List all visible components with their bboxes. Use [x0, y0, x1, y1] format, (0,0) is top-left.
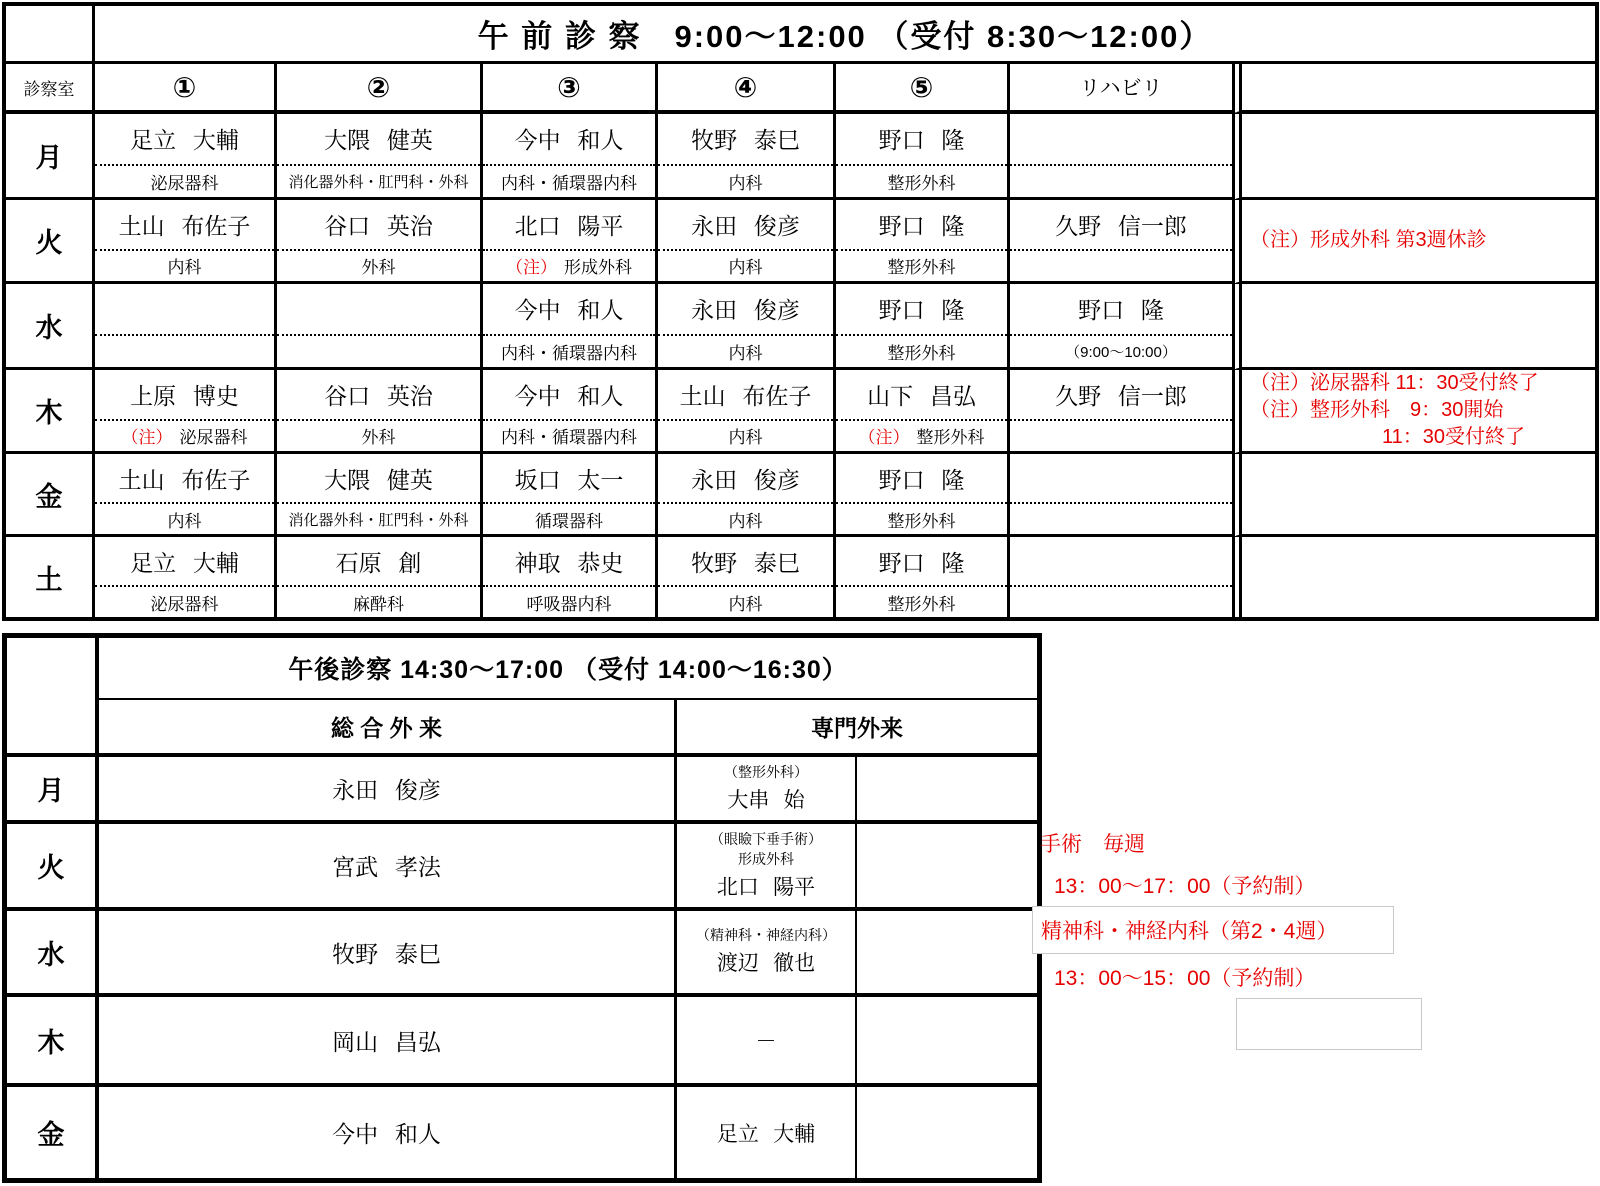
- department-line: [95, 251, 274, 281]
- room-column-label: 診察室: [6, 64, 95, 114]
- department-line: [1010, 251, 1232, 281]
- blank-cell: [857, 911, 1037, 997]
- day-label: 土: [6, 537, 95, 617]
- doctor-name: [277, 284, 480, 336]
- morning-column-header-5: ⑤: [836, 64, 1010, 114]
- schedule-cell: [836, 370, 1010, 454]
- doctor-name: 石原 創: [277, 537, 480, 587]
- note-mark: （注）: [121, 428, 173, 448]
- schedule-cell: [658, 200, 836, 284]
- department-text: 整形外科: [916, 428, 985, 448]
- schedule-cell: [1010, 537, 1232, 617]
- department-text: 泌尿器科: [179, 428, 248, 448]
- schedule-cell: [483, 537, 658, 617]
- note-mark: （注）: [506, 258, 557, 278]
- specialty-tag: 形成外科: [738, 850, 794, 867]
- surgery-note-line-2: 13：00～17：00（予約制）: [1054, 875, 1316, 898]
- department-text: 内科・循環器内科: [501, 343, 637, 363]
- doctor-name: 岡山 昌弘: [332, 1028, 441, 1055]
- department-text: 消化器外科・肛門科・外科: [288, 173, 469, 191]
- doctor-name: 宮武 孝法: [332, 854, 441, 880]
- specialty-tag: （精神科・神経内科）: [696, 927, 836, 943]
- schedule-cell: [483, 114, 658, 200]
- doctor-name: 牧野 泰巳: [658, 114, 833, 166]
- doctor-name: 久野 信一郎: [1010, 370, 1232, 421]
- doctor-name: 牧野 泰巳: [332, 940, 441, 967]
- day-label: 水: [7, 911, 99, 997]
- remark-line: （注）形成外科 第3週休診: [1250, 229, 1487, 251]
- afternoon-corner-blank: [7, 638, 99, 757]
- general-outpatient-header: 総 合 外 来: [99, 700, 677, 757]
- doctor-name: 谷口 英治: [277, 200, 480, 251]
- doctor-name: 大串 始: [727, 788, 805, 812]
- schedule-cell: [277, 200, 483, 284]
- department-line: [277, 504, 480, 534]
- department-line: [1010, 504, 1232, 534]
- schedule-cell: [836, 537, 1010, 617]
- department-line: [658, 166, 833, 197]
- doctor-name: 足立 大輔: [95, 537, 274, 587]
- day-label: 木: [6, 370, 95, 454]
- department-text: 形成外科: [564, 258, 632, 278]
- doctor-name: 野口 隆: [836, 200, 1007, 251]
- schedule-cell: [277, 537, 483, 617]
- department-line: [1010, 336, 1232, 367]
- department-line: [1010, 587, 1232, 617]
- department-text: 内科・循環器内科: [501, 428, 637, 448]
- doctor-name: 永田 俊彦: [658, 284, 833, 336]
- doctor-name: 今中 和人: [483, 370, 655, 421]
- department-line: [277, 587, 480, 617]
- department-text: 整形外科: [887, 511, 956, 531]
- department-text: 消化器外科・肛門科・外科: [288, 511, 469, 529]
- schedule-cell: [836, 114, 1010, 200]
- department-text: 内科: [728, 594, 763, 614]
- schedule-cell: [483, 284, 658, 370]
- day-label: 木: [7, 997, 99, 1087]
- doctor-name: 足立 大輔: [95, 114, 274, 166]
- special-doctor-cell: [677, 824, 857, 911]
- department-text: 整形外科: [887, 594, 956, 614]
- department-line: [483, 421, 655, 451]
- department-line: [658, 336, 833, 367]
- doctor-name: 永田 俊彦: [332, 777, 441, 803]
- department-line: [836, 504, 1007, 534]
- special-doctor-cell: [677, 757, 857, 824]
- department-text: 整形外科: [887, 343, 956, 363]
- department-line: [277, 421, 480, 451]
- department-text: 内科・循環器内科: [501, 173, 637, 193]
- schedule-cell: [95, 454, 277, 537]
- schedule-cell: [95, 200, 277, 284]
- doctor-name: 今中 和人: [483, 284, 655, 336]
- doctor-name: 渡辺 徹也: [716, 952, 816, 975]
- schedule-cell: [836, 454, 1010, 537]
- schedule-cell: [658, 537, 836, 617]
- morning-column-header-1: ①: [95, 64, 277, 114]
- specialty-tag: （眼瞼下垂手術）: [710, 830, 822, 847]
- doctor-name: 土山 布佐子: [95, 454, 274, 504]
- department-text: 内科: [728, 428, 763, 448]
- special-doctor-cell: [677, 997, 857, 1087]
- schedule-cell: [95, 370, 277, 454]
- psych-note-line-1: 精神科・神経内科（第2・4週）: [1041, 920, 1338, 943]
- department-line: [277, 251, 480, 281]
- schedule-cell: [1010, 200, 1232, 284]
- doctor-name: 野口 隆: [836, 454, 1007, 504]
- day-label: 金: [7, 1087, 99, 1178]
- schedule-cell: [483, 200, 658, 284]
- psych-note-box: [1032, 906, 1394, 954]
- department-text: 外科: [361, 258, 396, 278]
- remark-cell: [1232, 454, 1595, 537]
- department-line: [277, 166, 480, 197]
- general-doctor-cell: [99, 997, 677, 1087]
- department-text: 内科: [728, 173, 763, 193]
- general-doctor-cell: [99, 757, 677, 824]
- remark-line: （注）泌尿器科 11：30受付終了: [1250, 372, 1539, 394]
- department-line: [658, 421, 833, 451]
- doctor-name: 谷口 英治: [277, 370, 480, 421]
- department-line: [95, 166, 274, 197]
- department-line: [483, 504, 655, 534]
- general-doctor-cell: [99, 911, 677, 997]
- department-line: [95, 587, 274, 617]
- surgery-note-line-1: 手術 毎週: [1040, 833, 1145, 856]
- department-text: 外科: [361, 428, 396, 448]
- doctor-name: 永田 俊彦: [658, 200, 833, 251]
- doctor-name: [95, 284, 274, 336]
- schedule-cell: [483, 454, 658, 537]
- doctor-name: 足立 大輔: [716, 1122, 816, 1146]
- afternoon-schedule-table: [2, 633, 1042, 1183]
- morning-notes-header-blank: [1232, 64, 1595, 114]
- remark-cell: [1232, 370, 1595, 454]
- day-label: 火: [6, 200, 95, 284]
- doctor-name: 上原 博史: [95, 370, 274, 421]
- department-text: 整形外科: [887, 173, 956, 193]
- doctor-name: 山下 昌弘: [836, 370, 1007, 421]
- day-label: 月: [7, 757, 99, 824]
- doctor-name: －: [755, 1030, 777, 1053]
- schedule-cell: [95, 284, 277, 370]
- department-text: 内科: [728, 511, 763, 531]
- doctor-name: [1010, 114, 1232, 166]
- department-text: 麻酔科: [353, 594, 404, 614]
- doctor-name: 大隈 健英: [277, 454, 480, 504]
- blank-cell: [857, 1087, 1037, 1178]
- empty-correction-box: [1236, 998, 1422, 1050]
- department-line: [836, 166, 1007, 197]
- remark-line: （注）整形外科 9：30開始: [1250, 399, 1504, 421]
- day-label: 水: [6, 284, 95, 370]
- special-outpatient-header: 専門外来: [677, 700, 1037, 757]
- day-label: 月: [6, 114, 95, 200]
- doctor-name: 今中 和人: [483, 114, 655, 166]
- blank-cell: [857, 997, 1037, 1087]
- department-line: [483, 587, 655, 617]
- specialty-tag: （整形外科）: [724, 763, 808, 780]
- schedule-cell: [1010, 284, 1232, 370]
- doctor-name: [1010, 454, 1232, 504]
- remark-cell: [1232, 200, 1595, 284]
- general-doctor-cell: [99, 1087, 677, 1178]
- department-line: [95, 336, 274, 367]
- blank-cell: [857, 757, 1037, 824]
- morning-column-header-2: ②: [277, 64, 483, 114]
- schedule-cell: [836, 200, 1010, 284]
- department-line: [1010, 166, 1232, 197]
- doctor-name: 土山 布佐子: [95, 200, 274, 251]
- doctor-name: 野口 隆: [836, 284, 1007, 336]
- department-line: [483, 166, 655, 197]
- department-line: [836, 421, 1007, 451]
- department-text: 整形外科: [887, 258, 956, 278]
- department-line: [95, 504, 274, 534]
- department-text: 循環器科: [535, 511, 603, 531]
- department-text: 泌尿器科: [150, 594, 219, 614]
- doctor-name: 土山 布佐子: [658, 370, 833, 421]
- schedule-cell: [658, 454, 836, 537]
- department-line: [95, 421, 274, 451]
- department-line: [483, 336, 655, 367]
- department-line: [658, 587, 833, 617]
- schedule-cell: [1010, 370, 1232, 454]
- day-label: 火: [7, 824, 99, 911]
- doctor-name: 北口 陽平: [483, 200, 655, 251]
- department-line: [658, 504, 833, 534]
- schedule-cell: [658, 370, 836, 454]
- department-text: 内科: [728, 343, 763, 363]
- doctor-name: [1010, 537, 1232, 587]
- schedule-cell: [1010, 454, 1232, 537]
- remark-cell: [1232, 114, 1595, 200]
- doctor-name: 野口 隆: [836, 114, 1007, 166]
- department-text: 呼吸器内科: [526, 594, 612, 614]
- schedule-cell: [277, 114, 483, 200]
- special-doctor-cell: [677, 1087, 857, 1178]
- department-line: [483, 251, 655, 281]
- doctor-name: 今中 和人: [332, 1121, 441, 1147]
- department-line: [836, 251, 1007, 281]
- department-text: （9:00～10:00）: [1065, 343, 1177, 361]
- morning-column-header-4: ④: [658, 64, 836, 114]
- day-label: 金: [6, 454, 95, 537]
- schedule-cell: [277, 454, 483, 537]
- doctor-name: 牧野 泰巳: [658, 537, 833, 587]
- department-text: 内科: [167, 258, 202, 278]
- schedule-cell: [277, 284, 483, 370]
- doctor-name: 坂口 太一: [483, 454, 655, 504]
- morning-schedule-table: [2, 2, 1599, 621]
- doctor-name: 久野 信一郎: [1010, 200, 1232, 251]
- morning-column-header-6: リハビリ: [1010, 64, 1232, 114]
- doctor-name: 永田 俊彦: [658, 454, 833, 504]
- psych-note-line-2: 13：00～15：00（予約制）: [1054, 967, 1316, 990]
- general-doctor-cell: [99, 824, 677, 911]
- doctor-name: 野口 隆: [1010, 284, 1232, 336]
- schedule-cell: [95, 114, 277, 200]
- note-mark: （注）: [858, 428, 910, 448]
- doctor-name: 神取 恭史: [483, 537, 655, 587]
- morning-title: 午 前 診 察 9:00～12:00 （受付 8:30～12:00）: [95, 6, 1595, 64]
- schedule-cell: [836, 284, 1010, 370]
- schedule-cell: [658, 284, 836, 370]
- schedule-cell: [277, 370, 483, 454]
- schedule-cell: [1010, 114, 1232, 200]
- schedule-cell: [95, 537, 277, 617]
- doctor-name: 野口 隆: [836, 537, 1007, 587]
- schedule-cell: [483, 370, 658, 454]
- department-line: [1010, 421, 1232, 451]
- remark-cell: [1232, 537, 1595, 617]
- remark-line: 11：30受付終了: [1381, 426, 1525, 448]
- department-text: 内科: [728, 258, 763, 278]
- department-text: 内科: [167, 511, 202, 531]
- morning-corner-blank: [6, 6, 95, 64]
- department-line: [836, 587, 1007, 617]
- department-line: [277, 336, 480, 367]
- blank-cell: [857, 824, 1037, 911]
- special-doctor-cell: [677, 911, 857, 997]
- schedule-cell: [658, 114, 836, 200]
- remark-cell: [1232, 284, 1595, 370]
- doctor-name: 大隈 健英: [277, 114, 480, 166]
- department-text: 泌尿器科: [150, 173, 219, 193]
- doctor-name: 北口 陽平: [716, 875, 816, 899]
- department-line: [658, 251, 833, 281]
- morning-column-header-3: ③: [483, 64, 658, 114]
- department-line: [836, 336, 1007, 367]
- afternoon-title: 午後診察 14:30～17:00 （受付 14:00～16:30）: [99, 638, 1037, 700]
